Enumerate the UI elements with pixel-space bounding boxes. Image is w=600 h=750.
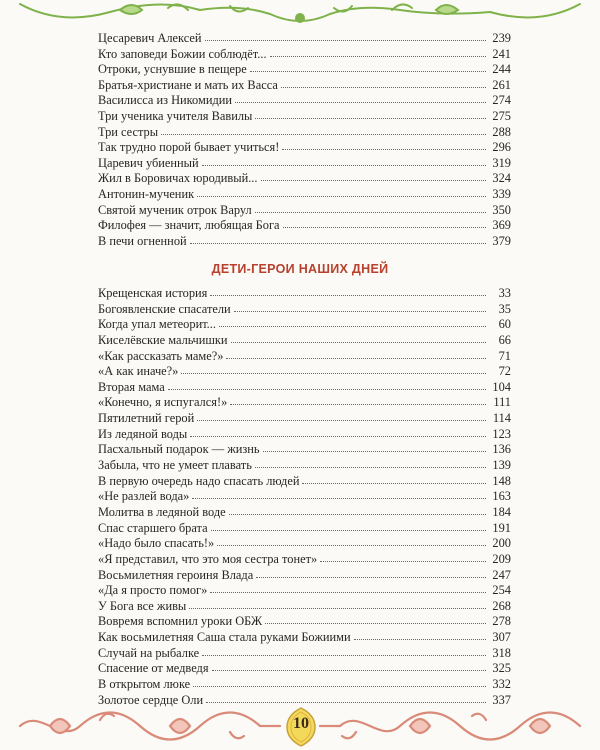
toc-dot-leader [212,661,486,671]
toc-entry-title: Спасение от медведя [98,661,209,676]
toc-entry-page: 268 [492,598,511,613]
toc-entry-page: 274 [492,93,511,108]
toc-entry-page: 239 [492,31,511,45]
toc-dot-leader [263,442,486,452]
toc-entry-page: 114 [492,411,511,426]
toc-entry [98,536,511,552]
toc-entry-title: «Не разлей вода» [98,489,190,504]
toc-dot-leader [255,203,486,213]
toc-entry [98,614,511,630]
toc-entry-title: «Да я просто помог» [98,583,208,598]
toc-dot-leader [229,505,486,515]
toc-entry-page: 319 [492,155,511,170]
toc-entry-page: 307 [492,630,511,645]
toc-entry [98,93,511,109]
toc-entry [98,505,511,521]
toc-dot-leader [235,93,486,103]
toc-entry-title: «Конечно, я испугался!» [98,395,228,410]
toc-entry-title: Цесаревич Алексей [98,31,202,45]
toc-dot-leader [256,568,486,578]
toc-entry-page: 369 [492,218,511,233]
toc-dot-leader [281,78,486,88]
toc-entry-title: Случай на рыбалке [98,645,200,660]
toc-entry-title: Кто заповеди Божии соблюдёт... [98,46,267,61]
toc-entry-title: Братья-христиане и мать их Васса [98,77,278,92]
toc-dot-leader [320,552,486,562]
toc-entry-title: Забыла, что не умеет плавать [98,458,252,473]
toc-entry [98,203,511,219]
toc-dot-leader [202,646,486,656]
toc-entry-page: 104 [492,379,511,394]
toc-entry-title: «Я представил, что это моя сестра тонет» [98,551,318,566]
toc-entry-title: Антонин-мученик [98,186,195,201]
toc-dot-leader [219,317,486,327]
toc-entry [98,62,511,78]
toc-entry [98,47,511,63]
toc-entry [98,521,511,537]
toc-entry-title: Вторая мама [98,379,165,394]
toc-dot-leader [193,677,486,687]
section-heading: ДЕТИ-ГЕРОИ НАШИХ ДНЕЙ [211,262,389,276]
toc-entry-page: 332 [492,677,511,692]
toc-dot-leader [197,411,486,421]
toc-entry-page: 209 [492,551,511,566]
toc-entry [98,317,511,333]
toc-entry-title: Киселёвские мальчишки [98,332,228,347]
toc-entry [98,458,511,474]
toc-entry-page: 111 [493,395,511,410]
toc-entry-title: Три сестры [98,124,159,139]
toc-entry-title: Вовремя вспомнил уроки ОБЖ [98,614,263,629]
toc-entry-title: «Надо было спасать!» [98,536,215,551]
toc-entry [98,187,511,203]
toc-list-part2 [98,286,511,708]
toc-entry-page: 324 [492,171,511,186]
toc-dot-leader [231,333,486,343]
toc-entry-title: В первую очередь надо спасать людей [98,473,300,488]
toc-entry [98,646,511,662]
toc-entry-page: 35 [498,301,511,316]
toc-entry-title: «Как рассказать маме?» [98,348,224,363]
toc-dot-leader [190,427,486,437]
toc-entry-page: 261 [492,77,511,92]
toc-dot-leader [205,31,486,41]
toc-dot-leader [217,536,486,546]
toc-entry-page: 33 [498,286,511,300]
toc-entry [98,380,511,396]
toc-entry [98,140,511,156]
toc-dot-leader [211,521,486,531]
toc-entry-title: Три ученика учителя Вавилы [98,108,253,123]
toc-entry-page: 275 [492,108,511,123]
toc-entry [98,552,511,568]
toc-entry-page: 296 [492,140,511,155]
toc-entry [98,171,511,187]
toc-entry-page: 318 [492,645,511,660]
toc-entry-title: Жил в Боровичах юродивый... [98,171,258,186]
toc-entry-page: 288 [492,124,511,139]
toc-entry-title: Отроки, уснувшие в пещере [98,62,247,77]
toc-entry-title: В открытом люке [98,677,191,692]
toc-entry [98,568,511,584]
toc-entry [98,109,511,125]
toc-entry [98,630,511,646]
toc-entry-title: Так трудно порой бывает учиться! [98,140,280,155]
toc-dot-leader [282,140,486,150]
toc-dot-leader [302,474,486,484]
toc-dot-leader [190,234,486,244]
toc-dot-leader [230,395,486,405]
toc-entry-page: 200 [492,536,511,551]
toc-entry-title: Когда упал метеорит... [98,317,216,332]
toc-entry-title: Восьмилетняя героиня Влада [98,567,254,582]
toc-entry [98,661,511,677]
toc-entry [98,442,511,458]
toc-entry-title: Богоявленские спасатели [98,301,231,316]
toc-entry-page: 254 [492,583,511,598]
toc-entry [98,286,511,302]
toc-entry [98,583,511,599]
toc-entry [98,218,511,234]
toc-dot-leader [202,156,486,166]
toc-entry [98,156,511,172]
toc-entry [98,333,511,349]
toc-entry [98,125,511,141]
toc-entry [98,411,511,427]
toc-entry-page: 66 [498,332,511,347]
toc-entry-page: 136 [492,442,511,457]
toc-dot-leader [234,302,486,312]
toc-entry [98,234,511,250]
toc-entry-title: «А как иначе?» [98,364,179,379]
toc-entry-title: Крещенская история [98,286,208,300]
toc-entry [98,395,511,411]
toc-entry-page: 191 [492,520,511,535]
toc-dot-leader [210,286,486,296]
toc-entry-page: 339 [492,186,511,201]
toc-entry-page: 71 [498,348,511,363]
toc-entry [98,677,511,693]
toc-entry [98,427,511,443]
toc-dot-leader [270,47,486,57]
toc-entry-title: Пятилетний герой [98,411,195,426]
toc-entry-page: 337 [492,692,511,707]
toc-entry-page: 72 [498,364,511,379]
toc-entry-title: Из ледяной воды [98,426,188,441]
toc-dot-leader [265,614,486,624]
toc-entry-title: Пасхальный подарок — жизнь [98,442,260,457]
toc-entry [98,489,511,505]
toc-dot-leader [354,630,486,640]
page-number: 10 [293,715,309,732]
toc-dot-leader [250,62,486,72]
toc-dot-leader [210,583,486,593]
toc-dot-leader [283,218,486,228]
toc-entry [98,78,511,94]
toc-entry-title: Царевич убиенный [98,155,199,170]
toc-entry-title: У Бога все живы [98,598,187,613]
toc-entry-page: 163 [492,489,511,504]
toc-entry-title: Филофея — значит, любящая Бога [98,218,280,233]
toc-entry-page: 60 [498,317,511,332]
toc-entry [98,31,511,47]
toc-entry-page: 148 [492,473,511,488]
toc-entry-page: 325 [492,661,511,676]
toc-entry-page: 379 [492,233,511,248]
toc-dot-leader [255,109,486,119]
toc-dot-leader [181,364,486,374]
toc-entry-page: 184 [492,504,511,519]
toc-dot-leader [255,458,486,468]
toc-entry-page: 247 [492,567,511,582]
toc-entry-title: Святой мученик отрок Варул [98,202,252,217]
toc-dot-leader [168,380,486,390]
toc-entry-page: 241 [492,46,511,61]
toc-entry [98,302,511,318]
toc-entry-title: Спас старшего брата [98,520,208,535]
toc-dot-leader [189,599,486,609]
toc-entry-title: В печи огненной [98,233,187,248]
toc-list-part1 [98,31,511,249]
toc-dot-leader [261,171,487,181]
toc-entry [98,349,511,365]
toc-dot-leader [161,125,486,135]
toc-entry-title: Как восьмилетняя Саша стала руками Божиими [98,630,351,645]
top-vine-ornament-icon [0,0,600,28]
toc-entry-page: 350 [492,202,511,217]
toc-dot-leader [192,489,486,499]
toc-entry-title: Молитва в ледяной воде [98,504,226,519]
toc-entry-page: 123 [492,426,511,441]
toc-entry [98,364,511,380]
toc-entry [98,599,511,615]
toc-dot-leader [197,187,486,197]
toc-entry-page: 139 [492,458,511,473]
toc-entry-page: 244 [492,62,511,77]
toc-dot-leader [226,349,486,359]
toc-entry-page: 278 [492,614,511,629]
toc-entry-title: Василисса из Никомидии [98,93,233,108]
toc-entry-title: Золотое сердце Оли [98,692,204,707]
toc-entry [98,474,511,490]
